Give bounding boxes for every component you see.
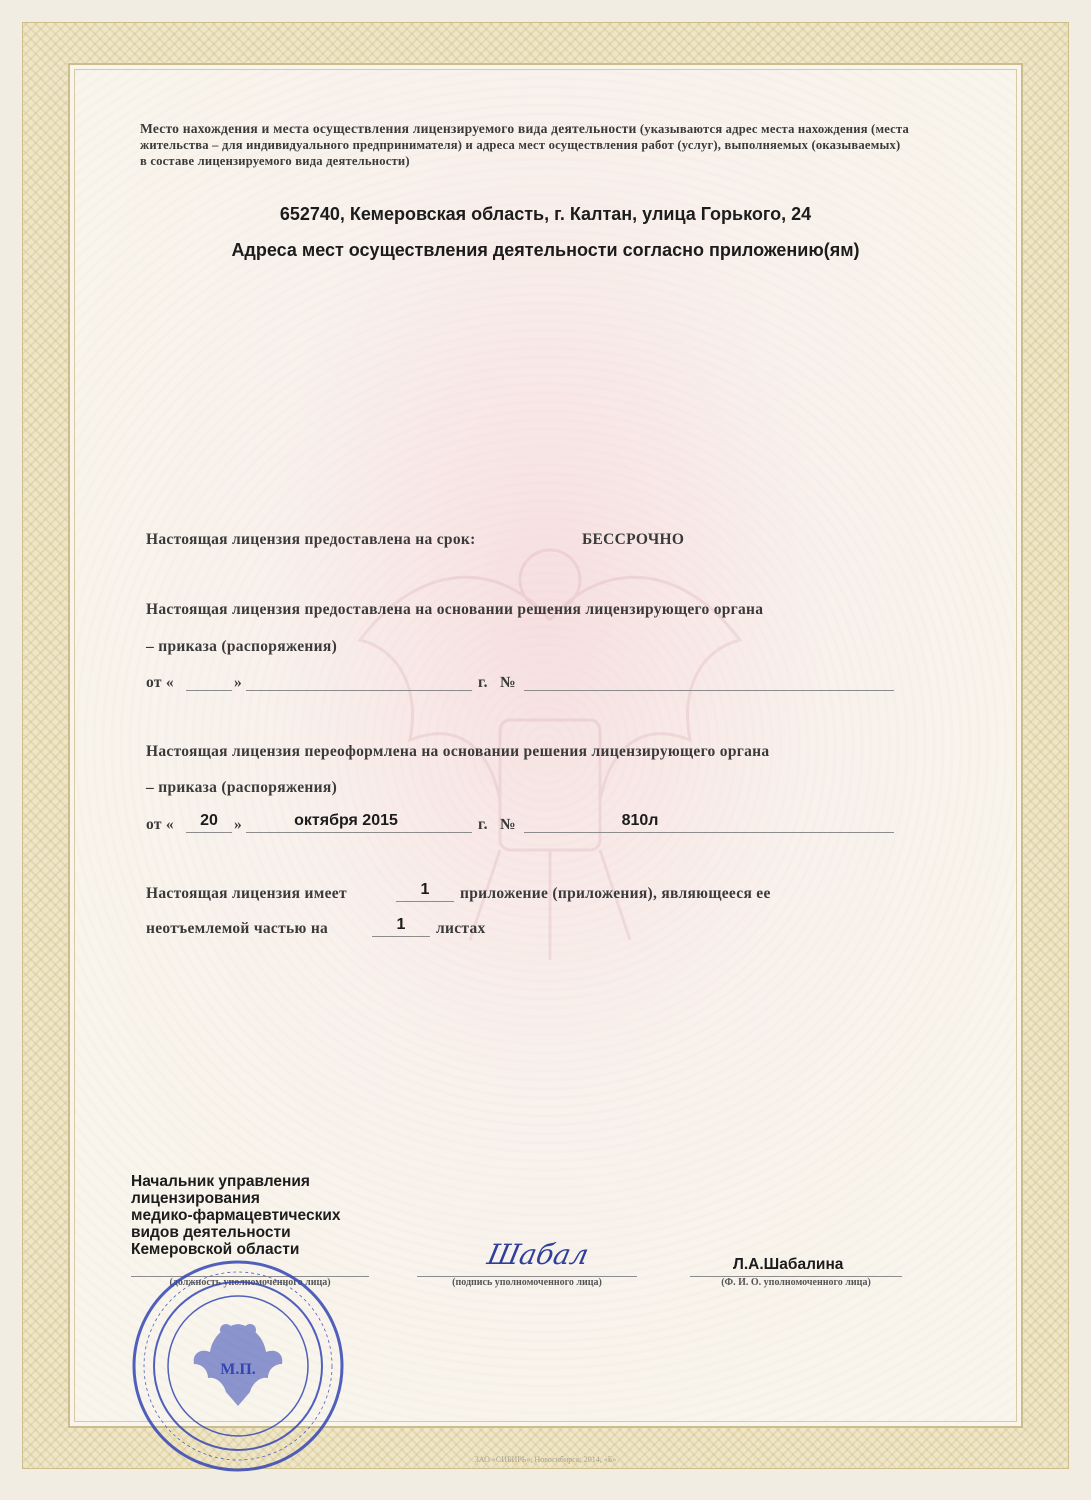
printer-footer: ЗАО «СИБИРЬ», Новосибирск, 2014, «Б» <box>474 1455 617 1464</box>
appendix-line-2-prefix: неотъемлемой частью на <box>146 920 329 937</box>
appendix-line-1-suffix: приложение (приложения), являющееся ее <box>460 885 771 902</box>
granted-date-line <box>246 690 472 691</box>
name-caption: (Ф. И. О. уполномоченного лица) <box>721 1277 871 1288</box>
appendix-count: 1 <box>420 881 430 898</box>
reissued-line-1: Настоящая лицензия переоформлена на основании решения лицензирующего органа <box>146 743 770 760</box>
granted-line-2: – приказа (распоряжения) <box>146 638 338 655</box>
position-line: Кемеровской области <box>131 1241 300 1258</box>
granted-num-label: № <box>500 674 516 691</box>
position-line: медико-фармацевтических <box>131 1207 341 1224</box>
term-label: Настоящая лицензия предоставлена на срок: <box>146 531 476 548</box>
appendix-line-2-suffix: листах <box>436 920 486 937</box>
reissued-line-2: – приказа (распоряжения) <box>146 779 338 796</box>
main-address: 652740, Кемеровская область, г. Калтан, улица Горького, 24 <box>279 204 812 224</box>
granted-year-label: г. <box>478 674 488 691</box>
granted-number-line <box>524 690 894 691</box>
reissued-quote-close: » <box>234 816 243 833</box>
eagle-crest-watermark <box>300 500 800 980</box>
location-header-note: (указываются адрес места нахождения (места жительства – для индивидуального предпринимателя) и адреса мест осуществления работ (услуг), выполняемых (оказываемых) в составе лицензируемого вида деятельности) <box>140 122 909 168</box>
appendix-sheets: 1 <box>396 916 406 933</box>
signature-caption: (подпись уполномоченного лица) <box>452 1277 602 1288</box>
activity-addresses-note: Адреса мест осуществления деятельности согласно приложению(ям) <box>231 240 860 260</box>
handwritten-signature: Шабал <box>484 1238 592 1271</box>
reissued-day: 20 <box>200 812 218 829</box>
position-line: Начальник управления <box>131 1173 310 1190</box>
position-line: лицензирования <box>131 1190 260 1207</box>
reissued-date-line <box>246 832 472 833</box>
appendix-sheets-line <box>372 936 430 937</box>
granted-quote-close: » <box>234 674 243 691</box>
reissued-year-label: г. <box>478 816 488 833</box>
reissued-number-line <box>524 832 894 833</box>
appendix-count-line <box>396 901 454 902</box>
granted-from-label: от « <box>146 674 174 691</box>
appendix-line-1-prefix: Настоящая лицензия имеет <box>146 885 347 902</box>
granted-line-1: Настоящая лицензия предоставлена на основании решения лицензирующего органа <box>146 601 764 618</box>
reissued-num-label: № <box>500 816 516 833</box>
location-header-title: Место нахождения и места осуществления лицензируемого вида деятельности <box>140 121 637 136</box>
reissued-month-year: октября 2015 <box>294 812 398 829</box>
term-value: БЕССРОЧНО <box>582 531 685 548</box>
position-caption: (должность уполномоченного лица) <box>169 1277 331 1288</box>
position-line: видов деятельности <box>131 1224 291 1241</box>
signatory-name: Л.А.Шабалина <box>733 1256 844 1273</box>
reissued-from-label: от « <box>146 816 174 833</box>
stamp-mp-label: М.П. <box>220 1361 256 1378</box>
granted-day-line <box>186 690 232 691</box>
reissued-day-line <box>186 832 232 833</box>
official-seal-stamp <box>128 1256 348 1476</box>
reissued-number: 810л <box>621 812 659 829</box>
signatory-position <box>131 1173 341 1258</box>
location-header <box>140 121 910 169</box>
